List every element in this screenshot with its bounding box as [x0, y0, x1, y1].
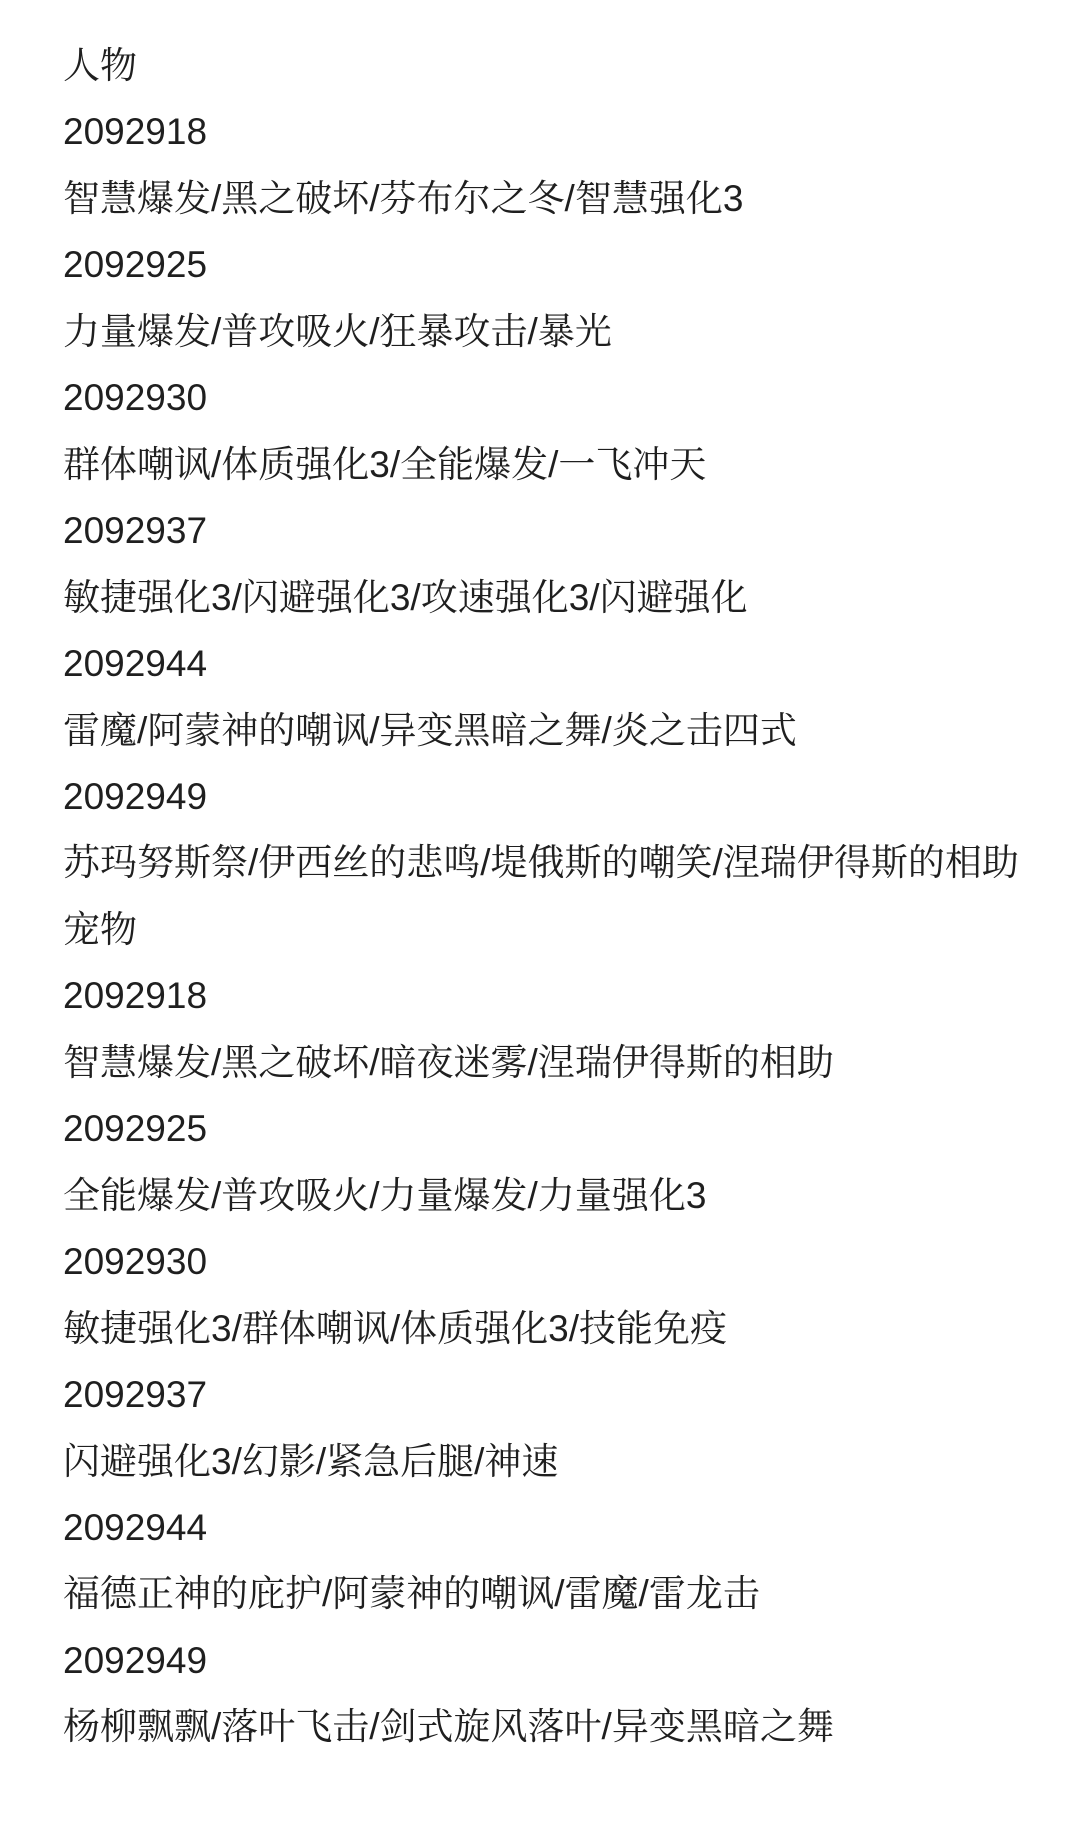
entry-skills: 群体嘲讽/体质强化3/全能爆发/一飞冲天: [63, 443, 707, 485]
entry-skills: 智慧爆发/黑之破坏/暗夜迷雾/涅瑞伊得斯的相助: [63, 1041, 834, 1083]
entry-skills: 力量爆发/普攻吸火/狂暴攻击/暴光: [63, 310, 612, 352]
entry-skills: 敏捷强化3/闪避强化3/攻速强化3/闪避强化: [63, 576, 748, 618]
entry-id: 2092918: [63, 975, 208, 1017]
entry-skills: 敏捷强化3/群体嘲讽/体质强化3/技能免疫: [63, 1307, 727, 1349]
entry-skills: 全能爆发/普攻吸火/力量爆发/力量强化3: [63, 1174, 707, 1216]
entry-id: 2092949: [63, 775, 208, 817]
section-title-characters: 人物: [63, 45, 137, 86]
entry-id: 2092918: [63, 111, 208, 153]
entry-id: 2092944: [63, 1506, 208, 1548]
entry-skills: 智慧爆发/黑之破坏/芬布尔之冬/智慧强化3: [63, 177, 744, 219]
entry-id: 2092949: [63, 1639, 208, 1681]
entry-skills: 闪避强化3/幻影/紧急后腿/神速: [63, 1440, 559, 1482]
section-title-pets: 宠物: [63, 908, 137, 950]
section-pets: [63, 897, 1070, 1761]
entry-id: 2092937: [63, 1374, 208, 1416]
entry-id: 2092925: [63, 244, 208, 286]
entry-id: 2092937: [63, 510, 208, 552]
entry-skills: 苏玛努斯祭/伊西丝的悲鸣/堤俄斯的嘲笑/涅瑞伊得斯的相助: [63, 842, 1019, 884]
entry-id: 2092930: [63, 377, 208, 419]
entry-skills: 雷魔/阿蒙神的嘲讽/异变黑暗之舞/炎之击四式: [63, 709, 797, 751]
entry-id: 2092925: [63, 1108, 208, 1150]
entry-id: 2092930: [63, 1241, 208, 1283]
entry-id: 2092944: [63, 643, 208, 685]
entry-skills: 杨柳飘飘/落叶飞击/剑式旋风落叶/异变黑暗之舞: [63, 1706, 834, 1748]
entry-skills: 福德正神的庇护/阿蒙神的嘲讽/雷魔/雷龙击: [63, 1573, 760, 1615]
section-characters: [63, 33, 1070, 897]
